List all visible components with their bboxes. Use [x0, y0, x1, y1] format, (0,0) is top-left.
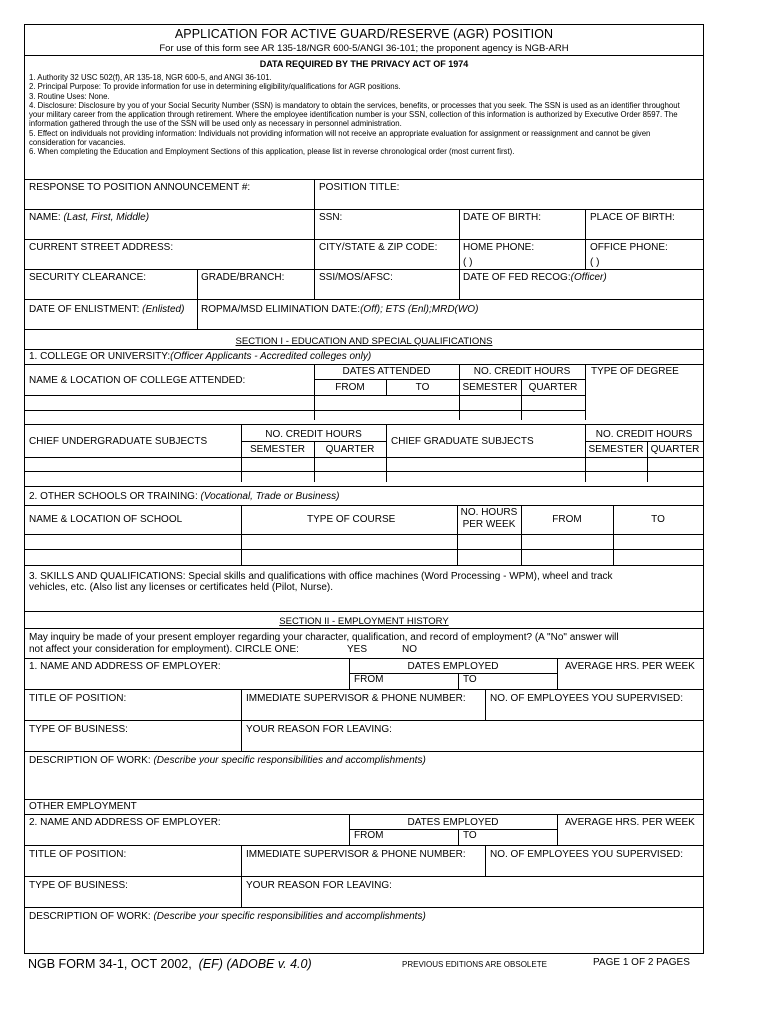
position-title-field-2[interactable]: TITLE OF POSITION:	[29, 849, 127, 860]
from-header: FROM	[335, 382, 365, 393]
employer1-field-label[interactable]: 1. NAME AND ADDRESS OF EMPLOYER:	[29, 661, 221, 672]
home-phone-field-label[interactable]: HOME PHONE:	[463, 242, 535, 253]
business-type-field-label-2[interactable]: TYPE OF BUSINESS:	[29, 880, 128, 891]
divider	[241, 505, 242, 565]
divider	[25, 720, 703, 721]
num-supervised-field-label[interactable]: NO. OF EMPLOYEES YOU SUPERVISED:	[490, 693, 684, 704]
obsolete-notice: PREVIOUS EDITIONS ARE OBSOLETE	[402, 960, 547, 969]
enlistment-label: DATE OF ENLISTMENT:	[29, 304, 143, 315]
divider	[25, 799, 703, 800]
employed-from-field[interactable]: FROM	[354, 674, 384, 685]
semester-header: SEMESTER	[462, 382, 518, 393]
avg-hours-field-label[interactable]: AVERAGE HRS. PER WEEK	[565, 661, 695, 672]
dates-attended-header: DATES ATTENDED	[342, 366, 431, 377]
divider	[459, 209, 460, 299]
divider	[25, 689, 703, 690]
quarter-header: QUARTER	[528, 382, 578, 393]
divider	[25, 179, 703, 180]
school-from-header: FROM	[552, 514, 582, 525]
supervisor-field-label[interactable]: IMMEDIATE SUPERVISOR & PHONE NUMBER:	[246, 693, 466, 704]
circle-no-option[interactable]: NO	[402, 644, 417, 655]
undergrad-subjects-header: CHIEF UNDERGRADUATE SUBJECTS	[29, 436, 208, 447]
employer2-field-label[interactable]: 2. NAME AND ADDRESS OF EMPLOYER:	[29, 817, 221, 828]
form-edition: (EF) (ADOBE v. 4.0)	[198, 957, 312, 971]
name-hint: (Last, First, Middle)	[63, 212, 150, 223]
privacy-statement	[29, 73, 697, 157]
table-row	[25, 471, 703, 472]
skills-label-line2: vehicles, etc. (Also list any licenses or certificates held (Pilot, Nurse).	[29, 582, 333, 593]
divider	[386, 379, 387, 395]
desc-label: DESCRIPTION OF WORK:	[29, 755, 154, 766]
divider	[25, 299, 703, 300]
divider	[557, 658, 558, 689]
home-phone-area-code[interactable]: ( )	[463, 257, 473, 268]
ropma-hint: (Off); ETS (Enl);MRD(WO)	[360, 304, 479, 315]
divider	[25, 395, 586, 396]
divider	[25, 349, 703, 350]
divider	[485, 845, 486, 876]
to-header: TO	[415, 382, 430, 393]
dob-field-label[interactable]: DATE OF BIRTH:	[463, 212, 541, 223]
divider	[25, 658, 703, 659]
grad-credit-header: NO. CREDIT HOURS	[595, 429, 693, 440]
per-week-header: PER WEEK	[462, 519, 516, 530]
grad-semester-header: SEMESTER	[588, 444, 644, 455]
college-label: 1. COLLEGE OR UNIVERSITY:	[29, 351, 171, 362]
section-2-title: SECTION II - EMPLOYMENT HISTORY	[279, 616, 449, 627]
fed-recog-field-label[interactable]	[463, 272, 607, 284]
employed-to-field[interactable]: TO	[463, 674, 477, 685]
divider	[585, 364, 586, 420]
other-schools-label: 2. OTHER SCHOOLS OR TRAINING:	[29, 491, 201, 502]
course-type-header: TYPE OF COURSE	[307, 514, 396, 525]
inquiry-question-line1: May inquiry be made of your present employer regarding your character, qualification, and record of employment? (A "No" answer will	[29, 632, 619, 643]
num-supervised-field-label-2[interactable]: NO. OF EMPLOYEES YOU SUPERVISED:	[490, 849, 684, 860]
form-title: APPLICATION FOR ACTIVE GUARD/RESERVE (AGR) POSITION	[174, 27, 554, 41]
undergrad-credit-header: NO. CREDIT HOURS	[265, 429, 362, 440]
divider	[314, 379, 586, 380]
privacy-item: 1. Authority 32 USC 502(f), AR 135-18, NGR 600-5, and ANGI 36-101.	[29, 73, 272, 82]
divider	[25, 329, 703, 330]
work-description-field-label[interactable]	[29, 755, 426, 767]
ropma-label: ROPMA/MSD ELIMINATION DATE:	[201, 304, 361, 315]
desc-hint: (Describe your specific responsibilities and accomplishments)	[153, 755, 426, 766]
ropma-field-label[interactable]	[201, 304, 478, 316]
reason-leaving-field-label-2[interactable]: YOUR REASON FOR LEAVING:	[246, 880, 392, 891]
privacy-item: 2. Principal Purpose: To provide information for use in determining eligibility/qualifications for AGR positions.	[29, 82, 401, 92]
school-name-header: NAME & LOCATION OF SCHOOL	[29, 514, 183, 525]
form-subtitle: For use of this form see AR 135-18/NGR 600-5/ANGI 36-101; the proponent agency is NGB-ARH	[159, 43, 569, 54]
position-title-field[interactable]: TITLE OF POSITION:	[29, 693, 127, 704]
position-title-field-label[interactable]: POSITION TITLE:	[319, 182, 400, 193]
privacy-item: 4. Disclosure: Disclosure by you of your Social Security Number (SSN) is mandatory to obtain the services, benefits, or processes that you seek. The SSN is used as an identifier throughout your military career from the application through retirement. Where the employee identification number is your SSN, collection of this information is authorized by Executive Order 8597. The information gathered through the use of the SSN will be used only as necessary in personnel administration.	[29, 100, 680, 129]
enlistment-field-label[interactable]	[29, 304, 184, 316]
divider	[386, 424, 387, 482]
form-number: NGB FORM 34-1, OCT 2002,	[28, 957, 192, 971]
college-hint: (Officer Applicants - Accredited colleges only)	[170, 351, 372, 362]
divider	[25, 534, 703, 535]
other-schools-hint: (Vocational, Trade or Business)	[200, 491, 340, 502]
grad-quarter-header: QUARTER	[650, 444, 700, 455]
employed-from-field-2[interactable]: FROM	[354, 830, 384, 841]
divider	[25, 628, 703, 629]
divider	[458, 829, 459, 845]
privacy-item: 3. Routine Uses: None.	[29, 91, 110, 101]
college-name-header: NAME & LOCATION OF COLLEGE ATTENDED:	[29, 375, 246, 386]
divider	[25, 907, 703, 908]
degree-type-header: TYPE OF DEGREE	[591, 366, 679, 377]
ssn-field-label[interactable]: SSN:	[319, 212, 343, 223]
divider	[314, 179, 315, 209]
divider	[25, 55, 703, 56]
circle-yes-option[interactable]: YES	[347, 644, 368, 655]
skills-label-line1: 3. SKILLS AND QUALIFICATIONS: Special skills and qualifications with office machines (Word Processing - WPM), wheel and track	[29, 571, 613, 582]
divider	[314, 269, 315, 299]
response-field-label[interactable]: RESPONSE TO POSITION ANNOUNCEMENT #:	[29, 182, 251, 193]
undergrad-quarter-header: QUARTER	[325, 444, 375, 455]
credit-hours-header: NO. CREDIT HOURS	[473, 366, 571, 377]
privacy-item: 5. Effect on individuals not providing information: Individuals not providing information will not receive an appropriate evaluation for assignment or reassignment and cannot be given consideration for vacancies.	[29, 128, 651, 148]
undergrad-semester-header: SEMESTER	[249, 444, 305, 455]
office-phone-field-label[interactable]: OFFICE PHONE:	[590, 242, 668, 253]
divider	[197, 299, 198, 329]
divider	[585, 441, 703, 442]
privacy-title: DATA REQUIRED BY THE PRIVACY ACT OF 1974	[259, 59, 469, 69]
divider	[25, 457, 703, 458]
table-row	[25, 410, 586, 411]
divider	[25, 486, 703, 487]
divider	[25, 565, 703, 566]
dates-employed-header: DATES EMPLOYED	[407, 661, 499, 672]
clearance-field-label[interactable]: SECURITY CLEARANCE:	[29, 272, 147, 283]
divider	[25, 239, 703, 240]
divider	[25, 814, 703, 815]
office-phone-area-code[interactable]: ( )	[590, 257, 600, 268]
school-to-header: TO	[651, 514, 665, 525]
grad-subjects-header: CHIEF GRADUATE SUBJECTS	[391, 436, 534, 447]
desc-label: DESCRIPTION OF WORK:	[29, 911, 154, 922]
reason-leaving-field-label[interactable]: YOUR REASON FOR LEAVING:	[246, 724, 392, 735]
application-form	[24, 24, 704, 954]
fed-recog-hint: (Officer)	[570, 272, 607, 283]
divider	[458, 673, 459, 689]
work-description-field-label-2[interactable]	[29, 911, 426, 923]
form-id	[28, 957, 312, 972]
divider	[25, 364, 703, 365]
divider	[25, 751, 703, 752]
section-1-title: SECTION I - EDUCATION AND SPECIAL QUALIFICATIONS	[235, 336, 493, 347]
enlistment-hint: (Enlisted)	[142, 304, 185, 315]
city-field-label[interactable]: CITY/STATE & ZIP CODE:	[319, 242, 438, 253]
grade-field-label[interactable]: GRADE/BRANCH:	[201, 272, 285, 283]
business-type-field-label[interactable]: TYPE OF BUSINESS:	[29, 724, 128, 735]
inquiry-question-line2: not affect your consideration for employment). CIRCLE ONE:	[29, 644, 299, 655]
privacy-item: 6. When completing the Education and Employment Sections of this application, please list in reverse chronological order (most current first).	[29, 147, 515, 157]
pob-field-label[interactable]: PLACE OF BIRTH:	[590, 212, 675, 223]
fed-recog-label: DATE OF FED RECOG:	[463, 272, 571, 283]
employed-to-field-2[interactable]: TO	[463, 830, 477, 841]
name-field-label[interactable]	[29, 212, 149, 224]
avg-hours-field-label-2[interactable]: AVERAGE HRS. PER WEEK	[565, 817, 695, 828]
divider	[25, 269, 703, 270]
supervisor-field-label-2[interactable]: IMMEDIATE SUPERVISOR & PHONE NUMBER:	[246, 849, 466, 860]
dates-employed-header-2: DATES EMPLOYED	[407, 817, 499, 828]
college-heading	[29, 351, 371, 363]
divider	[25, 876, 703, 877]
name-label: NAME:	[29, 212, 64, 223]
other-employment-heading: OTHER EMPLOYMENT	[29, 801, 137, 812]
other-schools-heading	[29, 491, 339, 503]
divider	[25, 505, 703, 506]
desc-hint: (Describe your specific responsibilities and accomplishments)	[153, 911, 426, 922]
address-field-label[interactable]: CURRENT STREET ADDRESS:	[29, 242, 174, 253]
page-number: PAGE 1 OF 2 PAGES	[593, 957, 690, 968]
divider	[25, 209, 703, 210]
table-row	[25, 549, 703, 550]
divider	[485, 689, 486, 720]
hours-header: NO. HOURS	[460, 507, 518, 518]
divider	[557, 814, 558, 845]
divider	[25, 424, 703, 425]
divider	[25, 611, 703, 612]
ssi-field-label[interactable]: SSI/MOS/AFSC:	[319, 272, 393, 283]
divider	[25, 845, 703, 846]
divider	[197, 269, 198, 299]
